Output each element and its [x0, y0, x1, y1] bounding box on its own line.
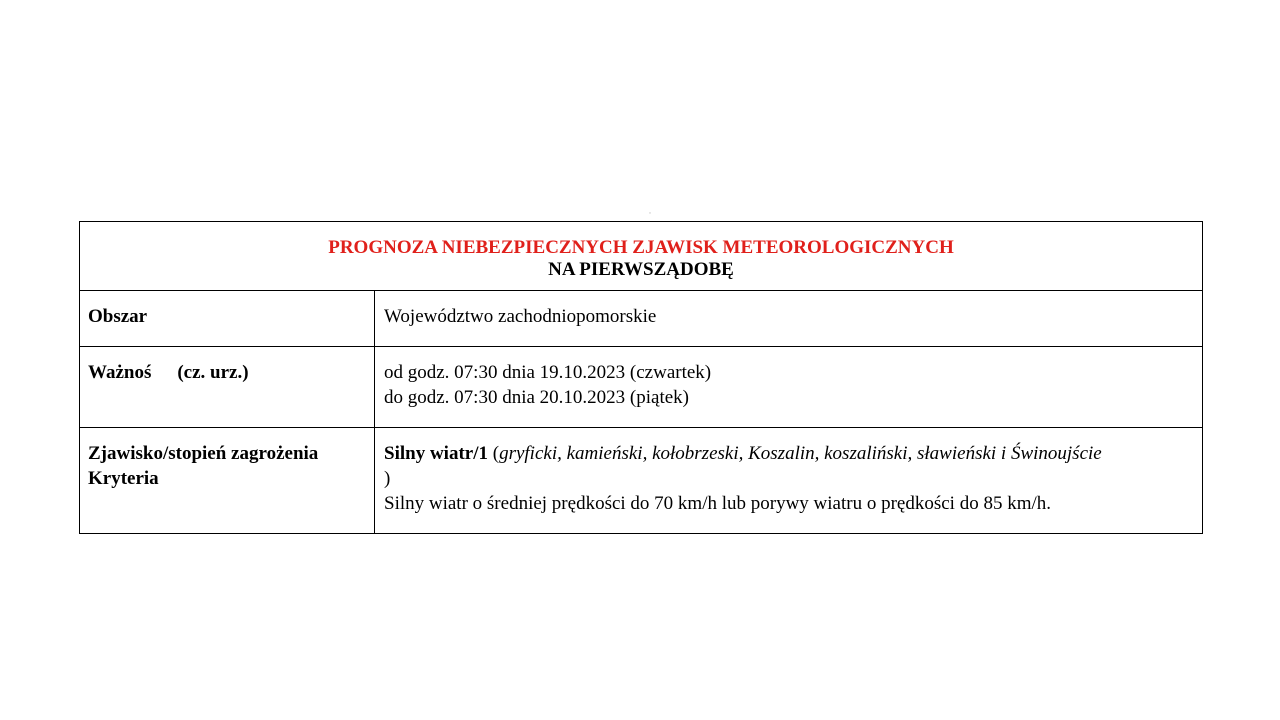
criteria-text: Silny wiatr o średniej prędkości do 70 km/h lub porywy wiatru o prędkości do 85 km/h.	[384, 493, 1052, 514]
validity-label: Ważnoś	[88, 362, 152, 383]
area-row	[80, 291, 1203, 347]
warning-table	[79, 221, 1203, 534]
districts-open-paren: (	[492, 443, 500, 464]
forecast-title: PROGNOZA NIEBEZPIECZNYCH ZJAWISK METEOROLOGICZNYCH	[328, 237, 954, 258]
districts-list: gryficki, kamieński, kołobrzeski, Koszalin, koszaliński, sławieński i Świnoujście	[499, 443, 1102, 464]
validity-label-suffix: (cz. urz.)	[177, 362, 249, 383]
phenomenon-row	[80, 428, 1203, 534]
forecast-subtitle: NA PIERWSZĄDOBĘ	[548, 259, 734, 280]
districts-close-paren: )	[384, 468, 391, 489]
phenomenon-label: Zjawisko/stopień zagrożenia	[88, 443, 319, 464]
validity-from: od godz. 07:30 dnia 19.10.2023 (czwartek)	[384, 362, 712, 383]
validity-value-cell	[375, 347, 1203, 428]
validity-row	[80, 347, 1203, 428]
validity-to: do godz. 07:30 dnia 20.10.2023 (piątek)	[384, 387, 690, 408]
decorative-mark: ˆ	[649, 213, 651, 219]
phenomenon-label-cell	[80, 428, 375, 534]
area-value: Województwo zachodniopomorskie	[375, 291, 1203, 347]
validity-label-cell	[80, 347, 375, 428]
area-label: Obszar	[80, 291, 375, 347]
criteria-label: Kryteria	[88, 468, 159, 489]
header-row	[80, 222, 1203, 291]
header-cell	[80, 222, 1203, 291]
phenomenon-line	[384, 441, 1202, 466]
phenomenon-name: Silny wiatr/1	[384, 443, 488, 464]
phenomenon-value-cell	[375, 428, 1203, 534]
